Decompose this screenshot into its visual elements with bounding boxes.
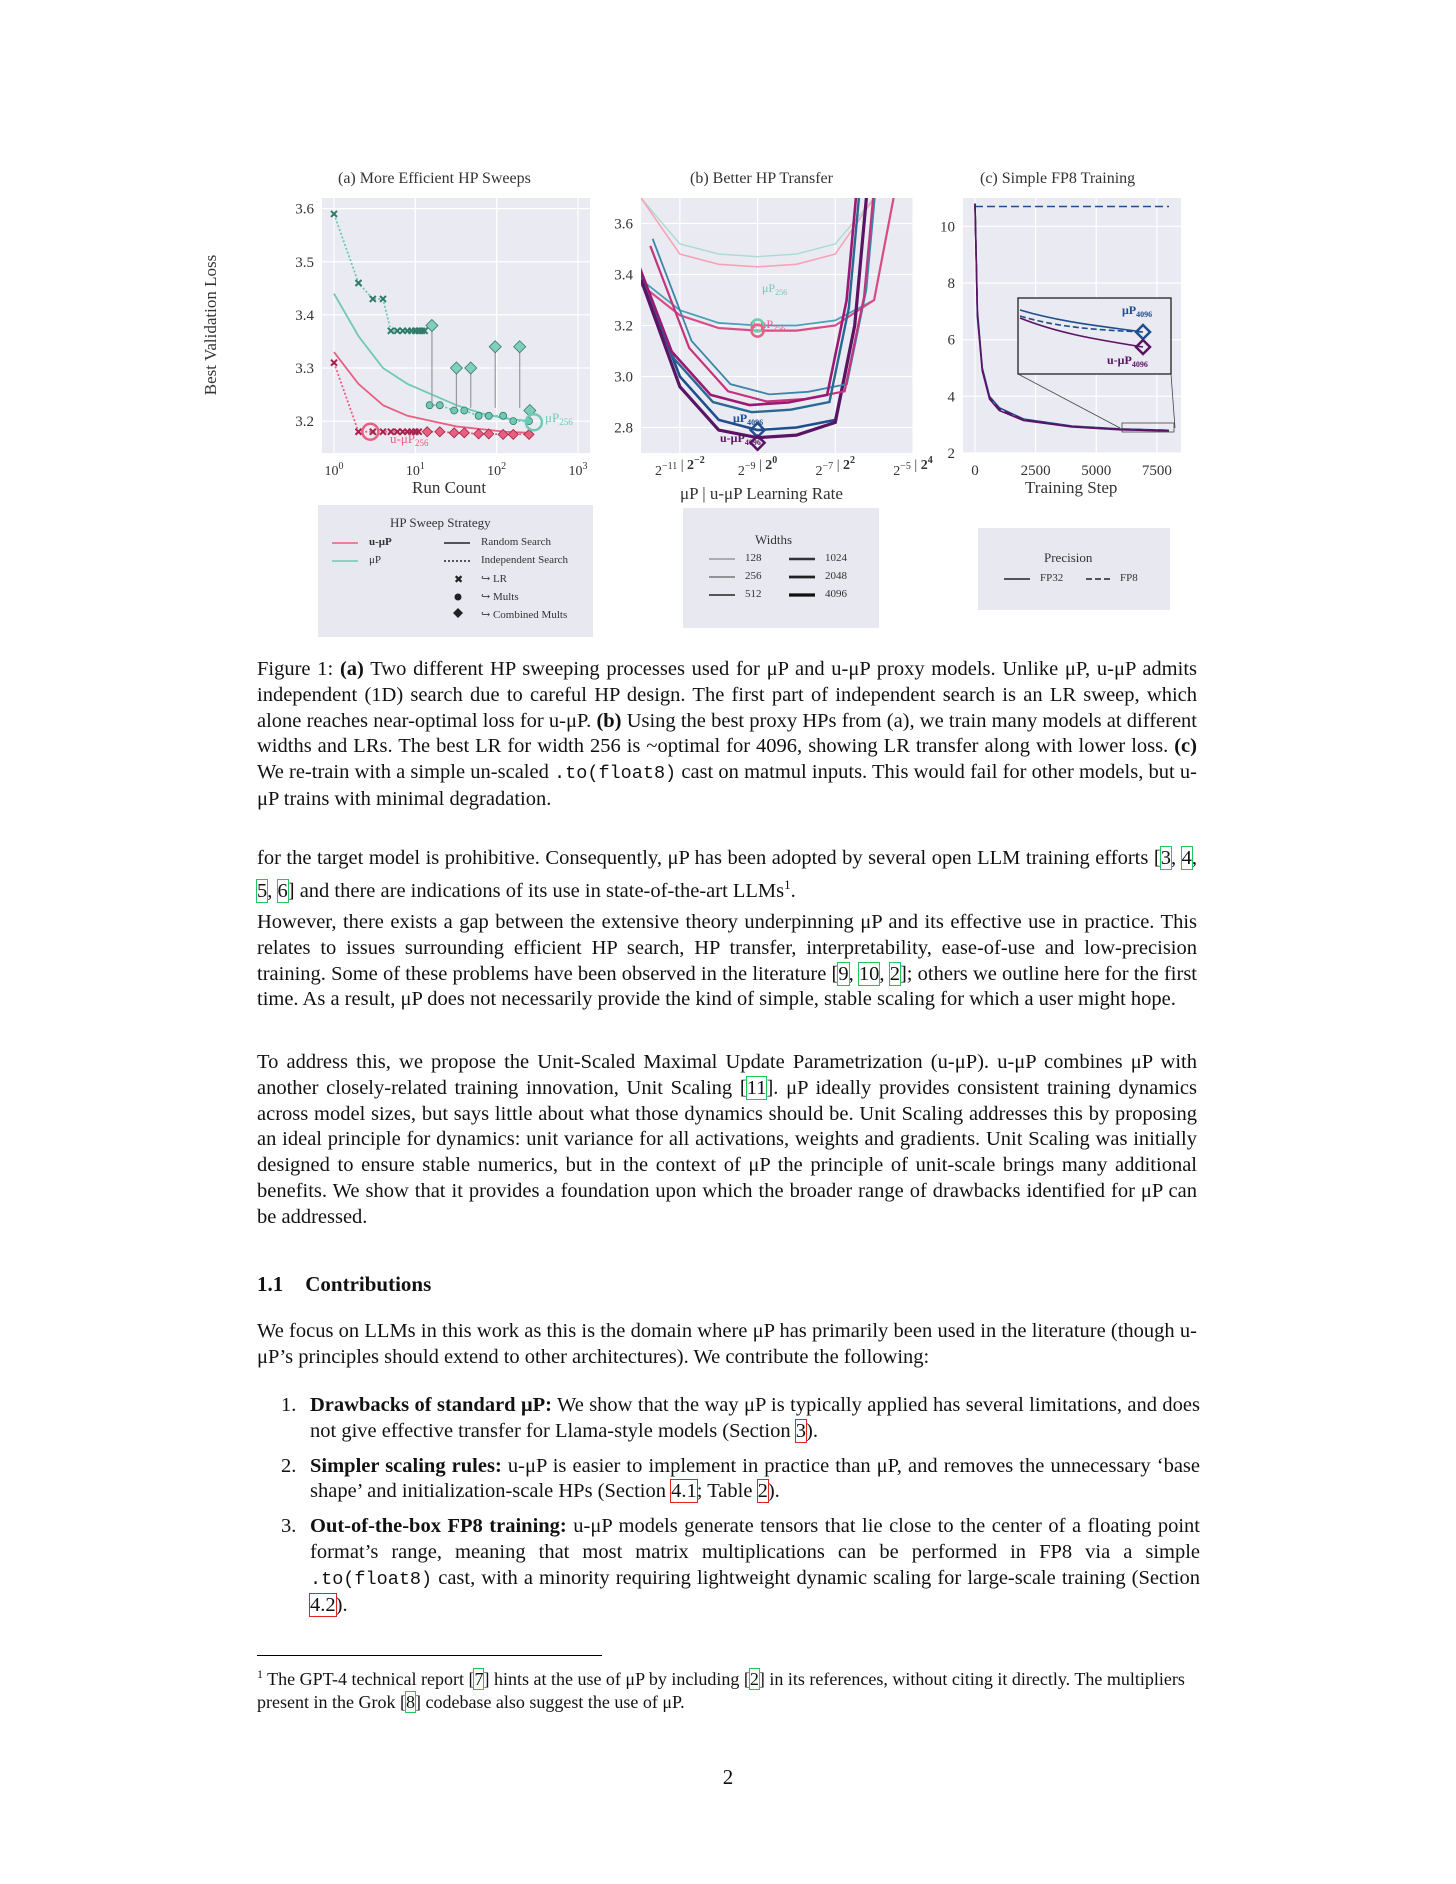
footnote-text-4: codebase also suggest the use of μP.: [420, 1692, 685, 1712]
legend-w256: 256: [745, 570, 762, 582]
p3-text-2: . μP ideally provides consistent training dynamics across model sizes, but says little about what those dynamics should be. Unit Scaling addresses this by proposing an ideal principle for dynamics: unit variance for all activations, weights and gradients. Unit Scaling was initially designed to ensure stable numerics, but in the context of μP the principle of unit-scale brings many additional benefits. We show that it provides a foundation upon which the broader range of drawbacks identified for μP can be addressed.: [257, 1076, 1197, 1228]
caption-c-text: We re-train with a simple un-scaled: [257, 761, 555, 784]
legend-fp8: FP8: [1120, 572, 1138, 584]
annot-b-mup256: $\mu P_{256}$: [762, 281, 788, 297]
legend-w128: 128: [745, 552, 762, 564]
annot-b-mup4096: $\mu P_{4096}$: [733, 411, 764, 427]
list-number: 3.: [281, 1515, 297, 1538]
list-item-bold: Simpler scaling rules:: [310, 1454, 502, 1477]
legend-combined: ↪ Combined Mults: [481, 609, 568, 621]
list-item: [281, 1393, 1200, 1445]
series-point: [451, 407, 458, 414]
caption-b-marker: (b): [596, 709, 622, 732]
caption-a-text: Two different HP sweeping processes used for μP and u-μP proxy models. Unlike μP, u-μP admits independent (1D) search due to careful HP design. The first part of independent search is an LR sweep, which alone reaches near-optimal loss for u-μP.: [257, 658, 1197, 732]
legend-c-title: Precision: [1044, 550, 1093, 565]
legend-independent: Independent Search: [481, 554, 569, 566]
x-tick-label: $2^{-5}$ | $2^4$: [893, 455, 933, 479]
y-tick-label: 3.4: [295, 307, 314, 324]
series-point: [485, 412, 492, 419]
y-tick-label: 2.8: [614, 420, 633, 437]
y-tick-label: 3.4: [614, 267, 633, 284]
legend-a-title: HP Sweep Strategy: [390, 515, 491, 530]
ylabel-a: Best Validation Loss: [201, 254, 220, 396]
list-item-bold: Out-of-the-box FP8 training:: [310, 1515, 567, 1538]
footnote-number: 1: [257, 1667, 263, 1681]
legend-fp32: FP32: [1040, 572, 1064, 584]
x-tick-label: $2^{-7}$ | $2^2$: [815, 455, 856, 479]
p3-text: To address this, we propose the Unit-Scaled Maximal Update Parametrization (u-μP). u-μP combines μP with another closely-related training innovation, Unit Scaling: [257, 1051, 1197, 1099]
y-tick-label: 3.6: [295, 201, 314, 218]
citation-link[interactable]: 6: [277, 879, 288, 902]
list-item-text: u-μP models generate tensors that lie close to the center of a floating point format’s range, meaning that most matrix multiplications can be performed in FP8 via a simple: [310, 1515, 1200, 1563]
footnote-marker[interactable]: 1: [784, 876, 791, 892]
series-point: [500, 412, 507, 419]
diamond-marker-icon: [453, 608, 463, 618]
list-item-mid: ; Table: [696, 1480, 758, 1503]
xlabel-c: Training Step: [1025, 478, 1118, 497]
list-item: [281, 1454, 1200, 1506]
legend-mults: ↪ Mults: [481, 591, 519, 603]
p4-text: We focus on LLMs in this work as this is the domain where μP has primarily been used in the literature (though u-μP’s principles should extend to other architectures). We contribute the following:: [257, 1320, 1197, 1368]
y-tick-label: 3.2: [614, 318, 633, 335]
x-tick-label: $10^1$: [405, 461, 425, 479]
list-number: 1.: [281, 1394, 297, 1416]
table-link[interactable]: 2: [757, 1480, 768, 1503]
legend-lr: ↪ LR: [481, 573, 508, 585]
y-tick-label: 3.6: [614, 216, 633, 233]
y-tick-label: 3.3: [295, 361, 314, 377]
citation-link[interactable]: 11: [746, 1076, 767, 1099]
p2-text-2: ; others we outline here for the first time. As a result, μP does not necessarily provide the kind of simple, stable scaling for which a user might hope.: [257, 962, 1197, 1011]
x-tick-label: $2^{-9}$ | $2^0$: [737, 455, 778, 479]
y-tick-label: 4: [947, 389, 955, 406]
section-link[interactable]: 4.2: [310, 1593, 336, 1616]
paragraph-4: [257, 1319, 1197, 1371]
panel-c-title: (c) Simple FP8 Training: [980, 170, 1136, 187]
y-tick-label: 3.2: [295, 414, 314, 431]
paragraph-2: However, there exists a gap between the extensive theory underpinning μP and its effective use in practice. This relates to issues surrounding efficient HP search, HP transfer, interpretability, ease-of-use and low-precision training. Some of these problems have been observed in the literature [9, 10, 2]; others we outline here for the first time. As a result, μP does not necessarily provide the kind of simple, stable scaling for which a user might hope.: [257, 911, 1197, 1011]
footnote-text: The GPT-4 technical report: [263, 1669, 469, 1689]
footnote-rule: [257, 1655, 602, 1656]
legend-w2048: 2048: [825, 570, 847, 582]
x-tick-label: 5000: [1081, 463, 1112, 479]
circle-marker-icon: [455, 594, 462, 601]
citation-link[interactable]: 4: [1181, 847, 1192, 869]
legend-random: Random Search: [481, 536, 551, 548]
y-tick-label: 8: [947, 276, 955, 292]
annot-a-umup: $u-\mu P_{256}$: [390, 431, 429, 448]
x-tick-label: 7500: [1141, 463, 1172, 479]
caption-a-marker: (a): [339, 658, 364, 680]
panel-a-title: (a) More Efficient HP Sweeps: [338, 170, 531, 187]
panel-b-title: (b) Better HP Transfer: [690, 170, 833, 187]
caption-c-marker: (c): [1174, 735, 1197, 758]
citation-link[interactable]: 5: [257, 879, 268, 902]
y-tick-label: 2: [947, 446, 955, 462]
legend-c: [978, 528, 1170, 610]
citation-link[interactable]: 3: [1160, 847, 1171, 869]
xlabel-b: μP | u-μP Learning Rate: [680, 484, 843, 503]
annot-b-umup4096: $u-\mu P_{4096}$: [720, 431, 761, 447]
x-tick-label: 2500: [1020, 463, 1051, 479]
panel-c: [940, 198, 1181, 479]
legend-b: [683, 508, 879, 628]
figure-caption: [257, 657, 1197, 813]
x-marker-icon: ✖: [454, 574, 464, 586]
legend-w4096: 4096: [825, 588, 847, 600]
y-tick-label: 6: [947, 332, 955, 349]
section-link[interactable]: 4.1: [671, 1480, 697, 1503]
caption-c-text-2: cast on matmul inputs. This would fail for other models, but u-μP trains with minimal degradation.: [257, 761, 1197, 810]
p1-text: for the target model is prohibitive. Consequently, μP has been adopted by several open LLM training efforts: [257, 847, 1154, 869]
list-number: 2.: [281, 1454, 297, 1477]
list-item-end: ).: [767, 1480, 780, 1503]
contributions-list: [281, 1393, 1200, 1627]
legend-b-title: Widths: [755, 532, 793, 547]
x-tick-label: 0: [971, 463, 979, 479]
caption-b-text: Using the best proxy HPs from (a), we train many models at different widths and LRs. The best LR for width 256 is ~optimal for 4096, showing LR transfer along with lower loss.: [257, 709, 1197, 758]
p2-text: However, there exists a gap between the extensive theory underpinning μP and its effective use in practice. This relates to issues surrounding efficient HP search, HP transfer, interpretability, ease-of-use and low-precision training. Some of these problems have been observed in the literature: [257, 911, 1197, 985]
list-item-bold: Drawbacks of standard μP:: [310, 1394, 552, 1416]
caption-label: Figure 1:: [257, 658, 334, 680]
footnote: $^1$ The GPT-4 technical report [7] hints at the use of μP by including [2] in its references, without citing it directly. The multipliers present in the Grok [8] codebase also suggest the use of μP.: [257, 1667, 1185, 1712]
series-point: [461, 407, 468, 414]
p1-text-2: and there are indications of its use in state-of-the-art LLMs: [294, 879, 785, 902]
legend-mup: μP: [369, 554, 382, 566]
caption-code: .to(float8): [554, 763, 677, 785]
citation-link[interactable]: 7: [474, 1669, 484, 1689]
series-point: [510, 418, 517, 425]
legend-w512: 512: [745, 588, 762, 600]
y-tick-label: 3.5: [295, 254, 314, 271]
xlabel-a: Run Count: [412, 478, 487, 497]
citation-link[interactable]: 2: [749, 1669, 759, 1689]
section-number: 1.1: [257, 1272, 284, 1296]
list-item-text: u-μP is easier to implement in practice than μP, and removes the unnecessary ‘base shape’ and initialization-scale HPs (Section: [310, 1454, 1200, 1503]
legend-a: [318, 505, 593, 637]
x-tick-label: $2^{-11}$ | $2^{-2}$: [654, 455, 705, 479]
legend-c-swatches: [978, 528, 1170, 610]
paragraph-1: for the target model is prohibitive. Consequently, μP has been adopted by several open LLM training efforts [3, 4, 5, 6] and there are indications of its use in state-of-the-art LLMs$^1$.: [257, 847, 1197, 902]
annot-a-mup: $\mu P_{256}$: [545, 410, 573, 427]
paragraph-3: To address this, we propose the Unit-Scaled Maximal Update Parametrization (u-μP). u-μP combines μP with another closely-related training innovation, Unit Scaling [11]. μP ideally provides consistent training dynamics across model sizes, but says little about what those dynamics should be. Unit Scaling addresses this by proposing an ideal principle for dynamics: unit variance for all activations, weights and gradients. Unit Scaling was initially designed to ensure stable numerics, but in the context of μP the principle of unit-scale brings many additional benefits. We show that it provides a foundation upon which the broader range of drawbacks identified for μP can be addressed.: [257, 1051, 1197, 1228]
legend-umup: u-μP: [369, 536, 392, 548]
x-tick-label: $10^0$: [324, 461, 344, 479]
annot-c-mup: $\mu P_{4096}$: [1122, 303, 1153, 319]
annot-c-umup: $u-\mu P_{4096}$: [1107, 353, 1148, 369]
section-link[interactable]: 3: [795, 1419, 807, 1442]
footnote-text-2: hints at the use of μP by including: [489, 1669, 744, 1689]
y-tick-label: 10: [940, 219, 955, 236]
page-number: 2: [722, 1765, 734, 1789]
citation-link[interactable]: 8: [405, 1692, 415, 1712]
annot-b-umup256: $u-\mu P_{256}$: [750, 317, 786, 333]
citation-link[interactable]: 2: [889, 962, 900, 985]
list-item-text: We show that the way μP is typically applied has several limitations, and does not give effective transfer for Llama-style models (Section: [310, 1394, 1200, 1442]
inline-code: .to(float8): [310, 1568, 433, 1590]
panel-b: [614, 162, 932, 479]
series-point: [436, 402, 443, 409]
list-item-end: ).: [806, 1419, 818, 1442]
legend-b-swatches: [683, 508, 879, 628]
list-item: [281, 1514, 1200, 1618]
section-heading: [257, 1272, 431, 1297]
list-item-end: ).: [335, 1593, 348, 1616]
list-item-text-2: cast, with a minority requiring lightweight dynamic scaling for large-scale training (Section: [432, 1566, 1200, 1589]
x-tick-label: $10^2$: [487, 461, 507, 479]
series-point: [475, 412, 482, 419]
panel-a: [295, 198, 590, 479]
citation-link[interactable]: 10: [858, 962, 880, 985]
p1-end: .: [790, 879, 796, 902]
x-tick-label: $10^3$: [568, 461, 588, 479]
legend-w1024: 1024: [825, 552, 847, 564]
footnote-text-3: in its references, without citing it directly. The multipliers present in the Grok: [257, 1669, 1185, 1712]
y-tick-label: 3.0: [614, 369, 633, 386]
section-title: Contributions: [305, 1272, 432, 1296]
citation-link[interactable]: 9: [838, 962, 849, 985]
